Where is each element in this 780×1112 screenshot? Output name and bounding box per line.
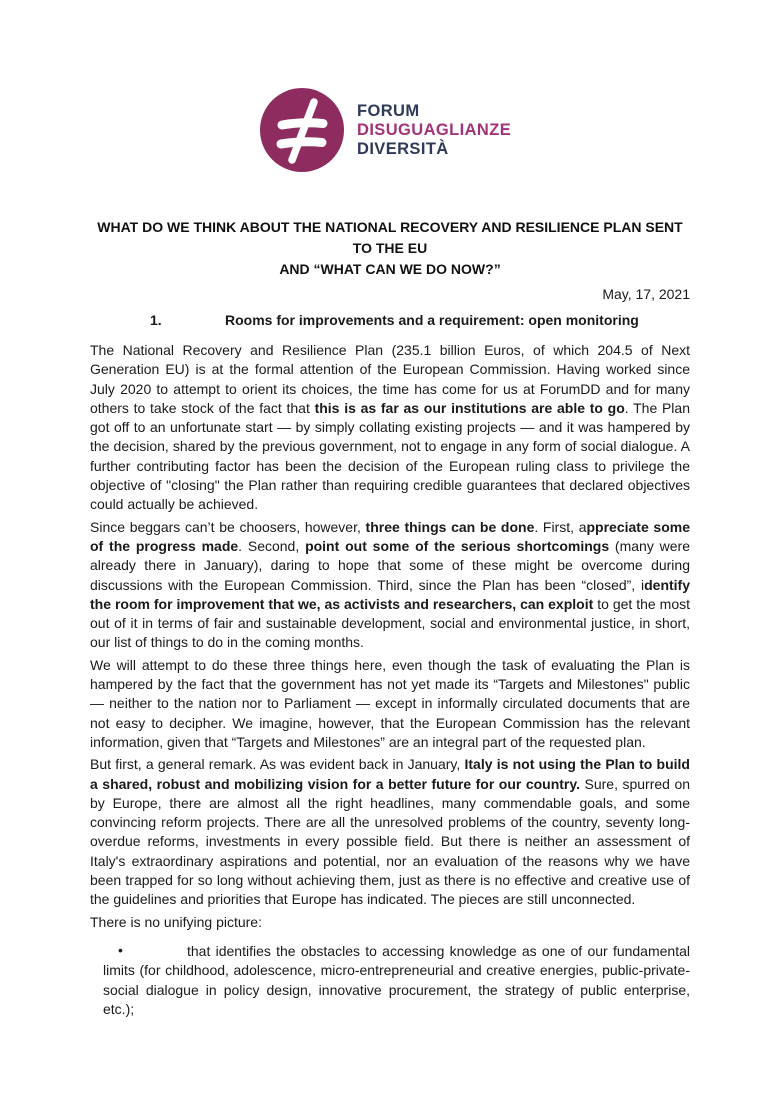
logo-word-diversita: DIVERSITÀ [357, 139, 449, 158]
bold-text-span: this is as far as our institutions are able to go [314, 399, 625, 416]
bold-text-span: Italy is not using the Plan to build a shared, robust and mobilizing vision for a better future for our country. [90, 756, 690, 792]
bullet-icon: • [118, 941, 123, 958]
document-title-line2: AND “WHAT CAN WE DO NOW?” [279, 261, 501, 277]
section-number: 1. [150, 312, 162, 328]
document-title-line1: WHAT DO WE THINK ABOUT THE NATIONAL RECOVERY AND RESILIENCE PLAN SENT TO THE EU [97, 219, 683, 256]
paragraph-general-remark [90, 755, 690, 909]
bold-text-span: dentify the room for improvement that we, as activists and researchers, can exploit [90, 576, 690, 612]
paragraph-three-things [90, 518, 690, 653]
paragraph-plan-attention [90, 341, 690, 515]
text-span: The National Recovery and Resilience Plan (235.1 billion Euros, of which 204.5 of Next Generation EU) is at the formal attention of the European Commission. Having worked since July 2020 to attempt to orient its choices, the time has come for us at ForumDD and for many others to take stock of the fact that [90, 342, 690, 416]
text-span: . The Plan got off to an unfortunate start — by simply collating existing projects — and it was hampered by the decision, shared by the previous government, not to engage in any form of social dialogue. A further contributing factor has been the decision of the European ruling class to privilege the objective of "closing" the Plan rather than requiring credible guarantees that declared objectives could actually be achieved. [90, 399, 690, 513]
text-span: to get the most out of it in terms of fair and sustainable development, social and environmental justice, in short, our list of things to do in the coming months. [90, 595, 690, 651]
text-span: We will attempt to do these three things here, even though the task of evaluating the Plan is hampered by the fact that the government has not yet made its “Targets and Milestones" public — neither to the nation nor to Parliament — except in informally circulated documents that are not easy to decipher. We imagine, however, that the European Commission has the relevant information, given that “Targets and Milestones” are an integral part of the requested plan. [90, 656, 690, 750]
section-title: Rooms for improvements and a requirement: open monitoring [225, 312, 639, 328]
text-span: Since beggars can’t be choosers, however, [90, 518, 366, 535]
text-span: Sure, spurred on by Europe, there are almost all the right headlines, many commendable goals, and some convincing reform projects. There are all the unresolved problems of the country, seventy long-overdue reforms, investments in every possible field. But there is neither an assessment of Italy's extraordinary aspirations and potential, nor an evaluation of the reasons why we have been trapped for so long without achieving them, just as there is no effective and creative use of the guidelines and priorities that Europe has indicated. The pieces are still unconnected. [90, 775, 691, 908]
bold-text-span: three things can be done [365, 518, 535, 535]
logo-word-disuguaglianze: DISUGUAGLIANZE [357, 120, 512, 139]
bold-text-span: ppreciate some of the progress made [90, 518, 690, 554]
logo-word-forum: FORUM [357, 101, 420, 120]
paragraph-targets-milestones [90, 656, 690, 752]
document-body [90, 0, 690, 1019]
text-span: But first, a general remark. As was evident back in January, [90, 756, 465, 773]
list-item-knowledge-obstacles [103, 942, 690, 1019]
text-span: . First, a [534, 518, 587, 535]
text-span: . Second, [238, 537, 306, 554]
document-title [90, 217, 690, 280]
list-item-text: that identifies the obstacles to accessing knowledge as one of our fundamental limits (for childhood, adolescence, micro-entrepreneurial and creative energies, public-private-social dialogue in policy design, innovative procurement, the strategy of public enterprise, etc.); [103, 942, 690, 1017]
bold-text-span: point out some of the serious shortcomings [305, 537, 610, 554]
document-date: May, 17, 2021 [602, 286, 690, 302]
section-heading [90, 311, 690, 330]
text-span: (many were already there in January), daring to hope that some of these might be overcome during discussions with the European Commission. Third, since the Plan has been “closed”, i [90, 537, 690, 593]
list-intro: There is no unifying picture: [90, 913, 262, 930]
